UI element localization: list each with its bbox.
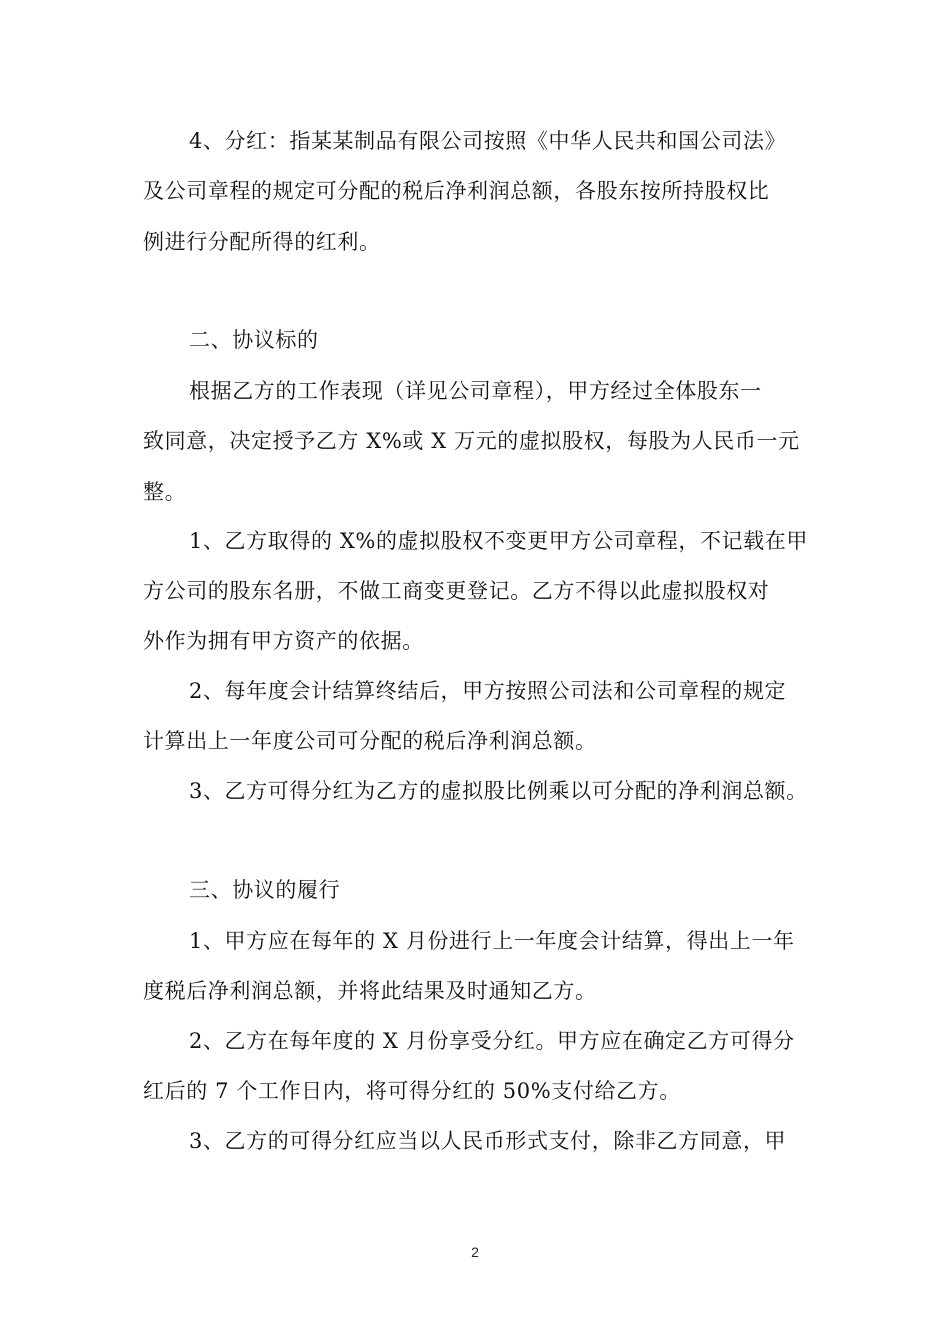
text-line: 2、乙方在每年度的 X 月份享受分红。甲方应在确定乙方可得分 (189, 1029, 795, 1053)
text-line: 及公司章程的规定可分配的税后净利润总额，各股东按所持股权比 (143, 179, 770, 203)
text-line: 1、甲方应在每年的 X 月份进行上一年度会计结算，得出上一年 (189, 929, 795, 953)
text-line: 例进行分配所得的红利。 (143, 230, 381, 254)
text-line: 3、乙方的可得分红应当以人民币形式支付，除非乙方同意，甲 (189, 1129, 787, 1153)
text-line: 整。 (143, 480, 187, 504)
section-heading: 三、协议的履行 (189, 878, 341, 902)
section-heading: 二、协议标的 (189, 328, 319, 352)
text-line: 外作为拥有甲方资产的依据。 (143, 629, 424, 653)
text-line: 方公司的股东名册，不做工商变更登记。乙方不得以此虚拟股权对 (143, 579, 770, 603)
text-line: 致同意，决定授予乙方 X%或 X 万元的虚拟股权，每股为人民币一元 (143, 429, 800, 453)
text-line: 4、分红：指某某制品有限公司按照《中华人民共和国公司法》 (189, 129, 787, 153)
text-line: 红后的 7 个工作日内，将可得分红的 50%支付给乙方。 (143, 1079, 681, 1103)
text-line: 度税后净利润总额，并将此结果及时通知乙方。 (143, 979, 597, 1003)
text-line: 计算出上一年度公司可分配的税后净利润总额。 (143, 729, 597, 753)
text-line: 1、乙方取得的 X%的虚拟股权不变更甲方公司章程，不记载在甲 (189, 529, 808, 553)
text-line: 2、每年度会计结算终结后，甲方按照公司法和公司章程的规定 (189, 679, 787, 703)
page-number: 2 (471, 1244, 479, 1260)
text-line: 根据乙方的工作表现（详见公司章程），甲方经过全体股东一 (189, 379, 762, 403)
text-line: 3、乙方可得分红为乙方的虚拟股比例乘以可分配的净利润总额。 (189, 779, 808, 803)
